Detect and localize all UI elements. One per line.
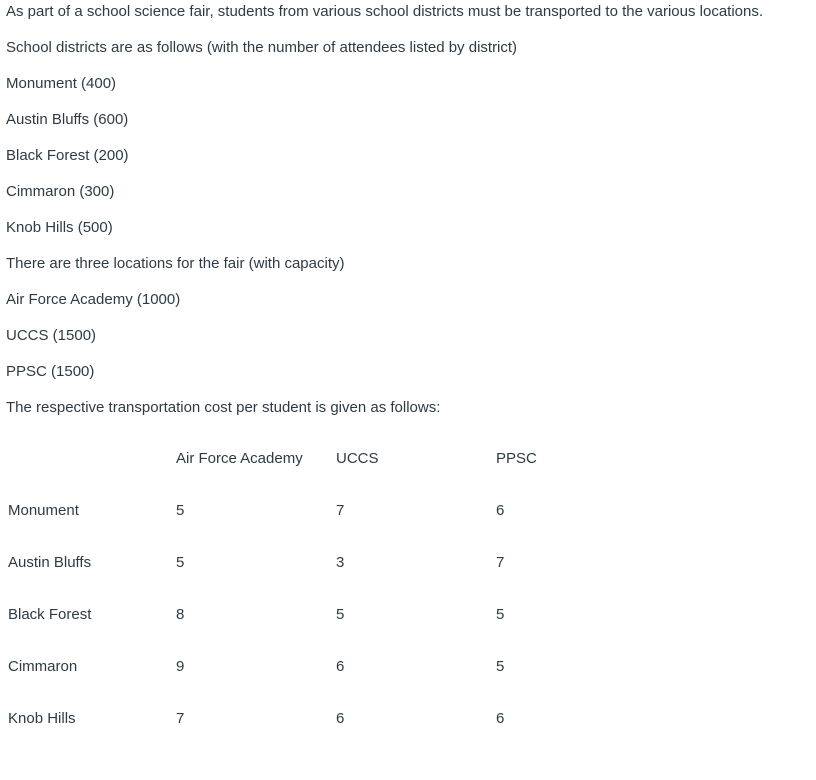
cost-cell: 6 (496, 501, 505, 519)
district-item: Knob Hills (500) (6, 219, 113, 236)
district-item: Monument (400) (6, 75, 117, 92)
cost-cell: 5 (496, 605, 505, 623)
cost-cell: 6 (336, 657, 345, 675)
district-item: Austin Bluffs (600) (6, 111, 129, 128)
table-row (0, 536, 656, 588)
cost-cell: 6 (496, 709, 505, 727)
table-row (0, 588, 656, 640)
location-item: Air Force Academy (1000) (6, 291, 181, 308)
locations-heading: There are three locations for the fair (with capacity) (6, 255, 345, 272)
table-row (0, 484, 656, 536)
column-header-air-force-academy: Air Force Academy (176, 449, 303, 467)
column-header-ppsc: PPSC (496, 449, 537, 467)
cost-cell: 5 (336, 605, 345, 623)
cost-cell: 5 (176, 501, 185, 519)
location-item: UCCS (1500) (6, 327, 97, 344)
table-row (0, 692, 656, 744)
table-row (0, 640, 656, 692)
cost-cell: 5 (496, 657, 505, 675)
cost-cell: 5 (176, 553, 185, 571)
column-header-uccs: UCCS (336, 449, 379, 467)
cost-cell: 7 (496, 553, 505, 571)
row-label: Knob Hills (8, 709, 76, 727)
row-label: Black Forest (8, 605, 92, 623)
cost-cell: 8 (176, 605, 185, 623)
district-item: Cimmaron (300) (6, 183, 115, 200)
location-item: PPSC (1500) (6, 363, 95, 380)
cost-cell: 3 (336, 553, 345, 571)
cost-cell: 9 (176, 657, 185, 675)
cost-table (0, 432, 656, 744)
district-item: Black Forest (200) (6, 147, 129, 164)
districts-heading: School districts are as follows (with the number of attendees listed by district) (6, 39, 518, 56)
cost-cell: 6 (336, 709, 345, 727)
cost-cell: 7 (176, 709, 185, 727)
row-label: Monument (8, 501, 79, 519)
row-label: Austin Bluffs (8, 553, 92, 571)
table-corner-cell (0, 432, 176, 484)
intro-paragraph: As part of a school science fair, students from various school districts must be transported to the various locations. (6, 3, 764, 20)
table-header-row (0, 432, 656, 484)
cost-heading: The respective transportation cost per student is given as follows: (6, 399, 441, 416)
cost-cell: 7 (336, 501, 345, 519)
row-label: Cimmaron (8, 657, 78, 675)
